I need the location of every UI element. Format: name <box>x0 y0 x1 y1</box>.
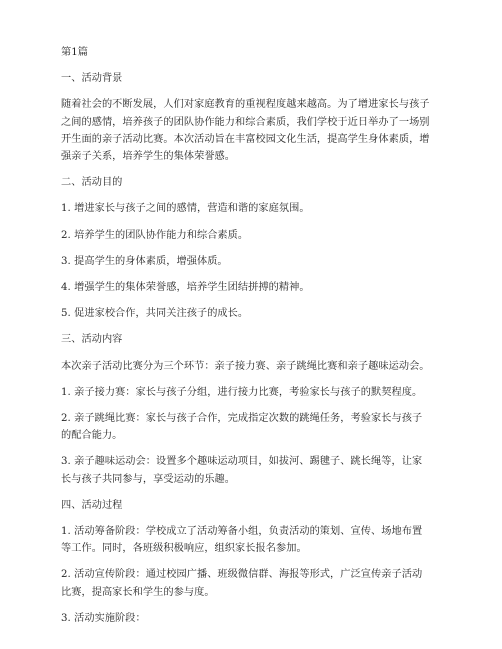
content-item-fun-games <box>61 453 443 487</box>
paragraph-background <box>61 96 443 165</box>
paragraph-line: 开生面的亲子活动比赛。本次活动旨在丰富校园文化生活，提高学生身体素质，增 <box>61 133 430 145</box>
paragraph-line: 强亲子关系，培养学生的集体荣誉感。 <box>61 151 236 163</box>
content-item-relay: 1. 亲子接力赛：家长与孩子分组，进行接力比赛，考验家长与孩子的默契程度。 <box>61 386 423 398</box>
part-title: 第1篇 <box>61 47 89 58</box>
section-heading-goals: 二、活动目的 <box>61 177 123 189</box>
goal-item: 3. 提高学生的身体素质，增强体质。 <box>61 255 228 267</box>
goal-item: 1. 增进家长与孩子之间的感情，营造和谐的家庭氛围。 <box>61 203 310 215</box>
paragraph-line: 2. 亲子跳绳比赛：家长与孩子合作，完成指定次数的跳绳任务，考验家长与孩子 <box>61 413 423 425</box>
section-heading-background: 一、活动背景 <box>61 73 123 85</box>
paragraph-line: 比赛，提高家长和学生的参与度。 <box>61 586 215 598</box>
document-page <box>61 44 443 636</box>
section-heading-process: 四、活动过程 <box>61 499 123 511</box>
goal-item: 2. 培养学生的团队协作能力和综合素质。 <box>61 229 249 241</box>
process-item-publicity <box>61 566 443 600</box>
paragraph-line: 长与孩子共同参与，享受运动的乐趣。 <box>61 473 236 485</box>
paragraph-line: 随着社会的不断发展，人们对家庭教育的重视程度越来越高。为了增进家长与孩子 <box>61 99 430 111</box>
section-heading-content: 三、活动内容 <box>61 334 123 346</box>
paragraph-line: 3. 亲子趣味运动会：设置多个趣味运动项目，如拔河、踢毽子、跳长绳等，让家 <box>61 456 423 468</box>
process-item-implementation: 3. 活动实施阶段： <box>61 612 146 624</box>
goal-item: 5. 促进家校合作，共同关注孩子的成长。 <box>61 308 249 320</box>
paragraph-line: 1. 活动筹备阶段：学校成立了活动筹备小组，负责活动的策划、宣传、场地布置 <box>61 526 423 538</box>
paragraph-line: 等工作。同时，各班级积极响应，组织家长报名参加。 <box>61 543 307 555</box>
content-intro: 本次亲子活动比赛分为三个环节：亲子接力赛、亲子跳绳比赛和亲子趣味运动会。 <box>61 360 430 372</box>
content-item-jumprope <box>61 410 443 444</box>
paragraph-line: 2. 活动宣传阶段：通过校园广播、班级微信群、海报等形式，广泛宣传亲子活动 <box>61 569 423 581</box>
paragraph-line: 的配合能力。 <box>61 430 123 442</box>
paragraph-line: 之间的感情，培养孩子的团队协作能力和综合素质，我们学校于近日举办了一场别 <box>61 116 430 128</box>
goal-item: 4. 增强学生的集体荣誉感，培养学生团结拼搏的精神。 <box>61 282 310 294</box>
process-item-preparation <box>61 523 443 557</box>
